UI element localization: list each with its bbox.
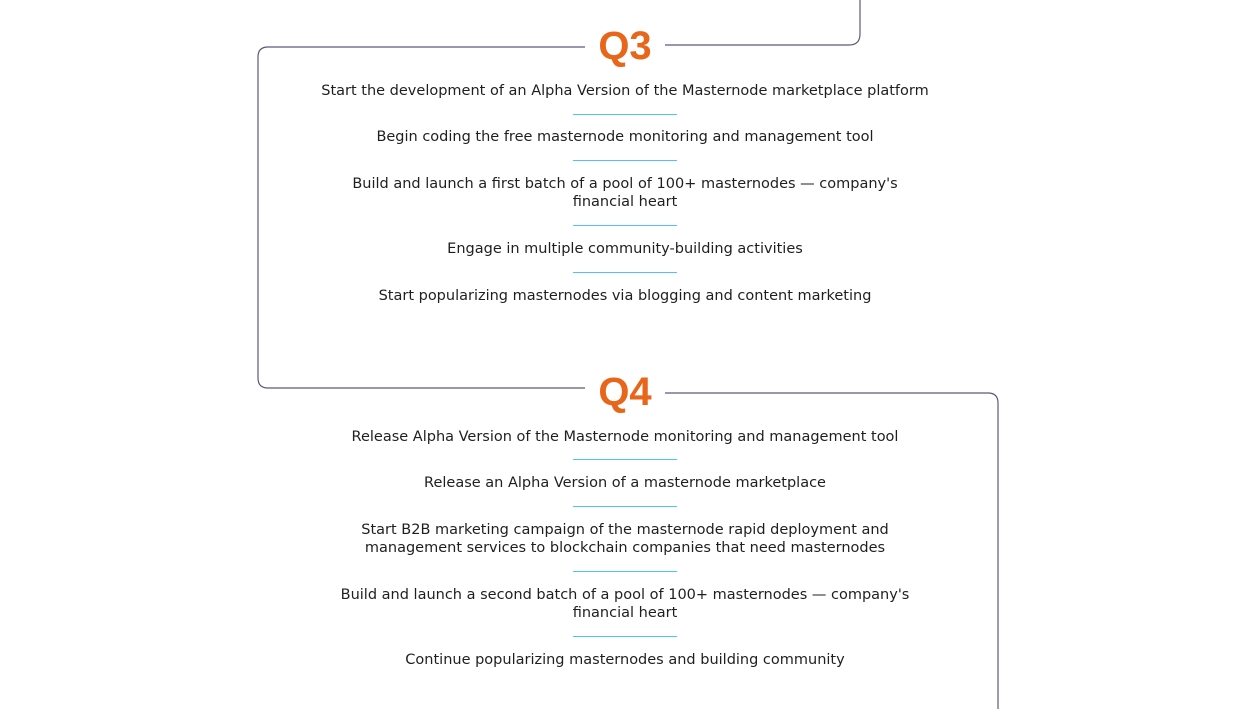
- q3-item-2: Begin coding the free masternode monitoring and management tool: [376, 129, 874, 145]
- q3-item-5: Start popularizing masternodes via blogging and content marketing: [378, 288, 872, 304]
- q3-divider-4: [573, 272, 677, 273]
- timeline-line-top: [664, 0, 860, 45]
- q4-title: Q4: [585, 372, 665, 412]
- q4-item-1: Release Alpha Version of the Masternode monitoring and management tool: [351, 429, 899, 445]
- q4-divider-2: [573, 506, 677, 507]
- q4-item-2: Release an Alpha Version of a masternode marketplace: [424, 475, 826, 491]
- q3-title: Q3: [585, 26, 665, 66]
- q4-item-5: Continue popularizing masternodes and building community: [405, 652, 845, 668]
- q4-divider-1: [573, 459, 677, 460]
- q4-divider-3: [573, 571, 677, 572]
- q4-item-4: Build and launch a second batch of a pool of 100+ masternodes — company's financial heart: [340, 587, 910, 621]
- q4-item-3: Start B2B marketing campaign of the masternode rapid deployment and management services to blockchain companies that need masternodes: [361, 522, 889, 556]
- q3-divider-3: [573, 225, 677, 226]
- q3-divider-2: [573, 160, 677, 161]
- q3-item-1: Start the development of an Alpha Version of the Masternode marketplace platform: [321, 83, 929, 99]
- q3-item-3: Build and launch a first batch of a pool of 100+ masternodes — company's financial heart: [352, 176, 898, 210]
- q3-item-4: Engage in multiple community-building activities: [447, 241, 803, 257]
- q4-divider-4: [573, 636, 677, 637]
- q3-divider-1: [573, 114, 677, 115]
